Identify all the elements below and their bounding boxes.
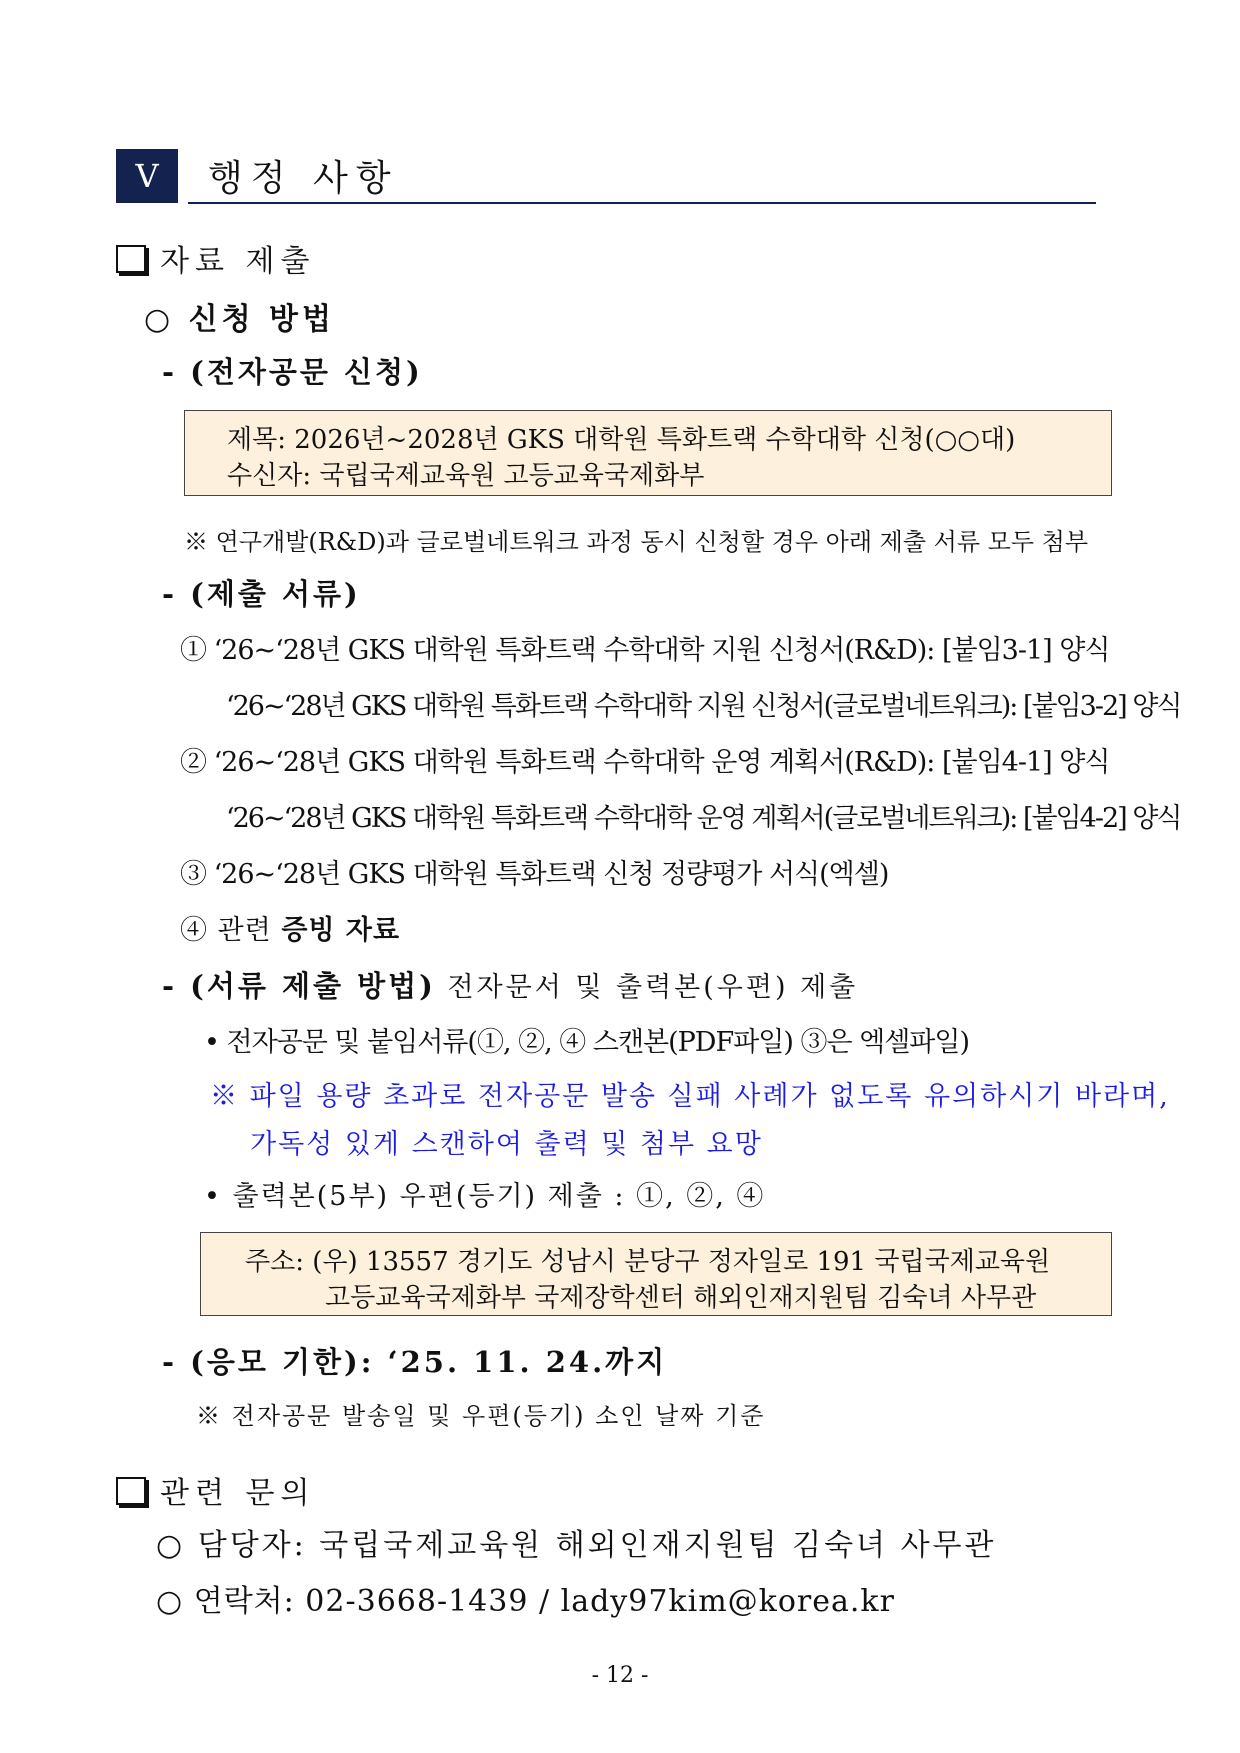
method-heading (144, 294, 335, 338)
section-number-badge: V (116, 149, 178, 203)
inquiry-phone: ○ 연락처: 02-3668-1439 / lady97kim@korea.kr (156, 1584, 895, 1619)
doc-item-4 (180, 908, 400, 947)
doc-item-3: ③ ‘26~‘28년 GKS 대학원 특화트랙 신청 정량평가 서식(엑셀) (180, 859, 889, 890)
doc-item-2b: ‘26~‘28년 GKS 대학원 특화트랙 수학대학 운영 계획서(글로벌네트워크): [붙임4-2] 양식 (226, 803, 1181, 834)
submit-method-label: - (서류 제출 방법) (162, 969, 436, 1003)
submit-bullet-1: • 전자공문 및 붙임서류(①, ②, ④ 스캔본(PDF파일) ③은 엑셀파일) (204, 1027, 969, 1058)
doc-item-4-bold: 증빙 자료 (281, 915, 401, 946)
method-heading-text: 신청 방법 (188, 302, 336, 337)
submission-heading (116, 236, 315, 280)
file-size-warning-line2: 가독성 있게 스캔하여 출력 및 첨부 요망 (250, 1129, 763, 1160)
file-size-warning-line1: ※ 파일 용량 초과로 전자공문 발송 실패 사례가 없도록 유의하시기 바라며, (210, 1081, 1170, 1112)
inquiry-heading-text: 관련 문의 (160, 1476, 316, 1511)
note-rnd-global: ※ 연구개발(R&D)과 글로벌네트워크 과정 동시 신청할 경우 아래 제출 서류 모두 첨부 (184, 528, 1089, 556)
inquiry-contact: ○ 담당자: 국립국제교육원 해외인재지원팀 김숙녀 사무관 (156, 1528, 997, 1563)
egov-box-title: 제목: 2026년~2028년 GKS 대학원 특화트랙 수학대학 신청(○○대) (227, 425, 1016, 455)
deadline-note: ※ 전자공문 발송일 및 우편(등기) 소인 날짜 기준 (196, 1402, 766, 1430)
page-number: - 12 - (591, 1663, 649, 1688)
egov-box-recipient: 수신자: 국립국제교육원 고등교육국제화부 (227, 461, 705, 491)
egov-label: - (전자공문 신청) (162, 355, 423, 389)
doc-item-4-prefix: ④ 관련 (180, 915, 282, 946)
submit-bullet-2: • 출력본(5부) 우편(등기) 제출 : ①, ②, ④ (204, 1181, 766, 1212)
section-underline (188, 202, 1096, 204)
address-box (200, 1232, 1112, 1316)
address-line-1: 주소: (우) 13557 경기도 성남시 분당구 정자일로 191 국립국제교육원 (245, 1247, 1051, 1277)
submit-method (162, 964, 858, 1005)
address-line-2: 고등교육국제화부 국제장학센터 해외인재지원팀 김숙녀 사무관 (325, 1283, 1037, 1313)
section-title: 행정 사항 (208, 158, 399, 199)
inquiry-heading (116, 1468, 315, 1512)
docs-label: - (제출 서류) (162, 577, 361, 611)
doc-item-1a: ① ‘26~‘28년 GKS 대학원 특화트랙 수학대학 지원 신청서(R&D): [붙임3-1] 양식 (180, 635, 1110, 666)
egov-info-box (184, 410, 1112, 496)
submission-heading-text: 자료 제출 (160, 244, 316, 279)
square-checkbox-icon (116, 245, 146, 273)
doc-item-1b: ‘26~‘28년 GKS 대학원 특화트랙 수학대학 지원 신청서(글로벌네트워크): [붙임3-2] 양식 (226, 691, 1181, 722)
doc-item-2a: ② ‘26~‘28년 GKS 대학원 특화트랙 수학대학 운영 계획서(R&D): [붙임4-1] 양식 (180, 747, 1110, 778)
circle-bullet-icon: ○ (144, 302, 175, 337)
square-checkbox-icon (116, 1477, 146, 1505)
deadline-label: - (응모 기한): ‘25. 11. 24.까지 (162, 1345, 668, 1379)
submit-method-rest: 전자문서 및 출력본(우편) 제출 (435, 972, 859, 1003)
